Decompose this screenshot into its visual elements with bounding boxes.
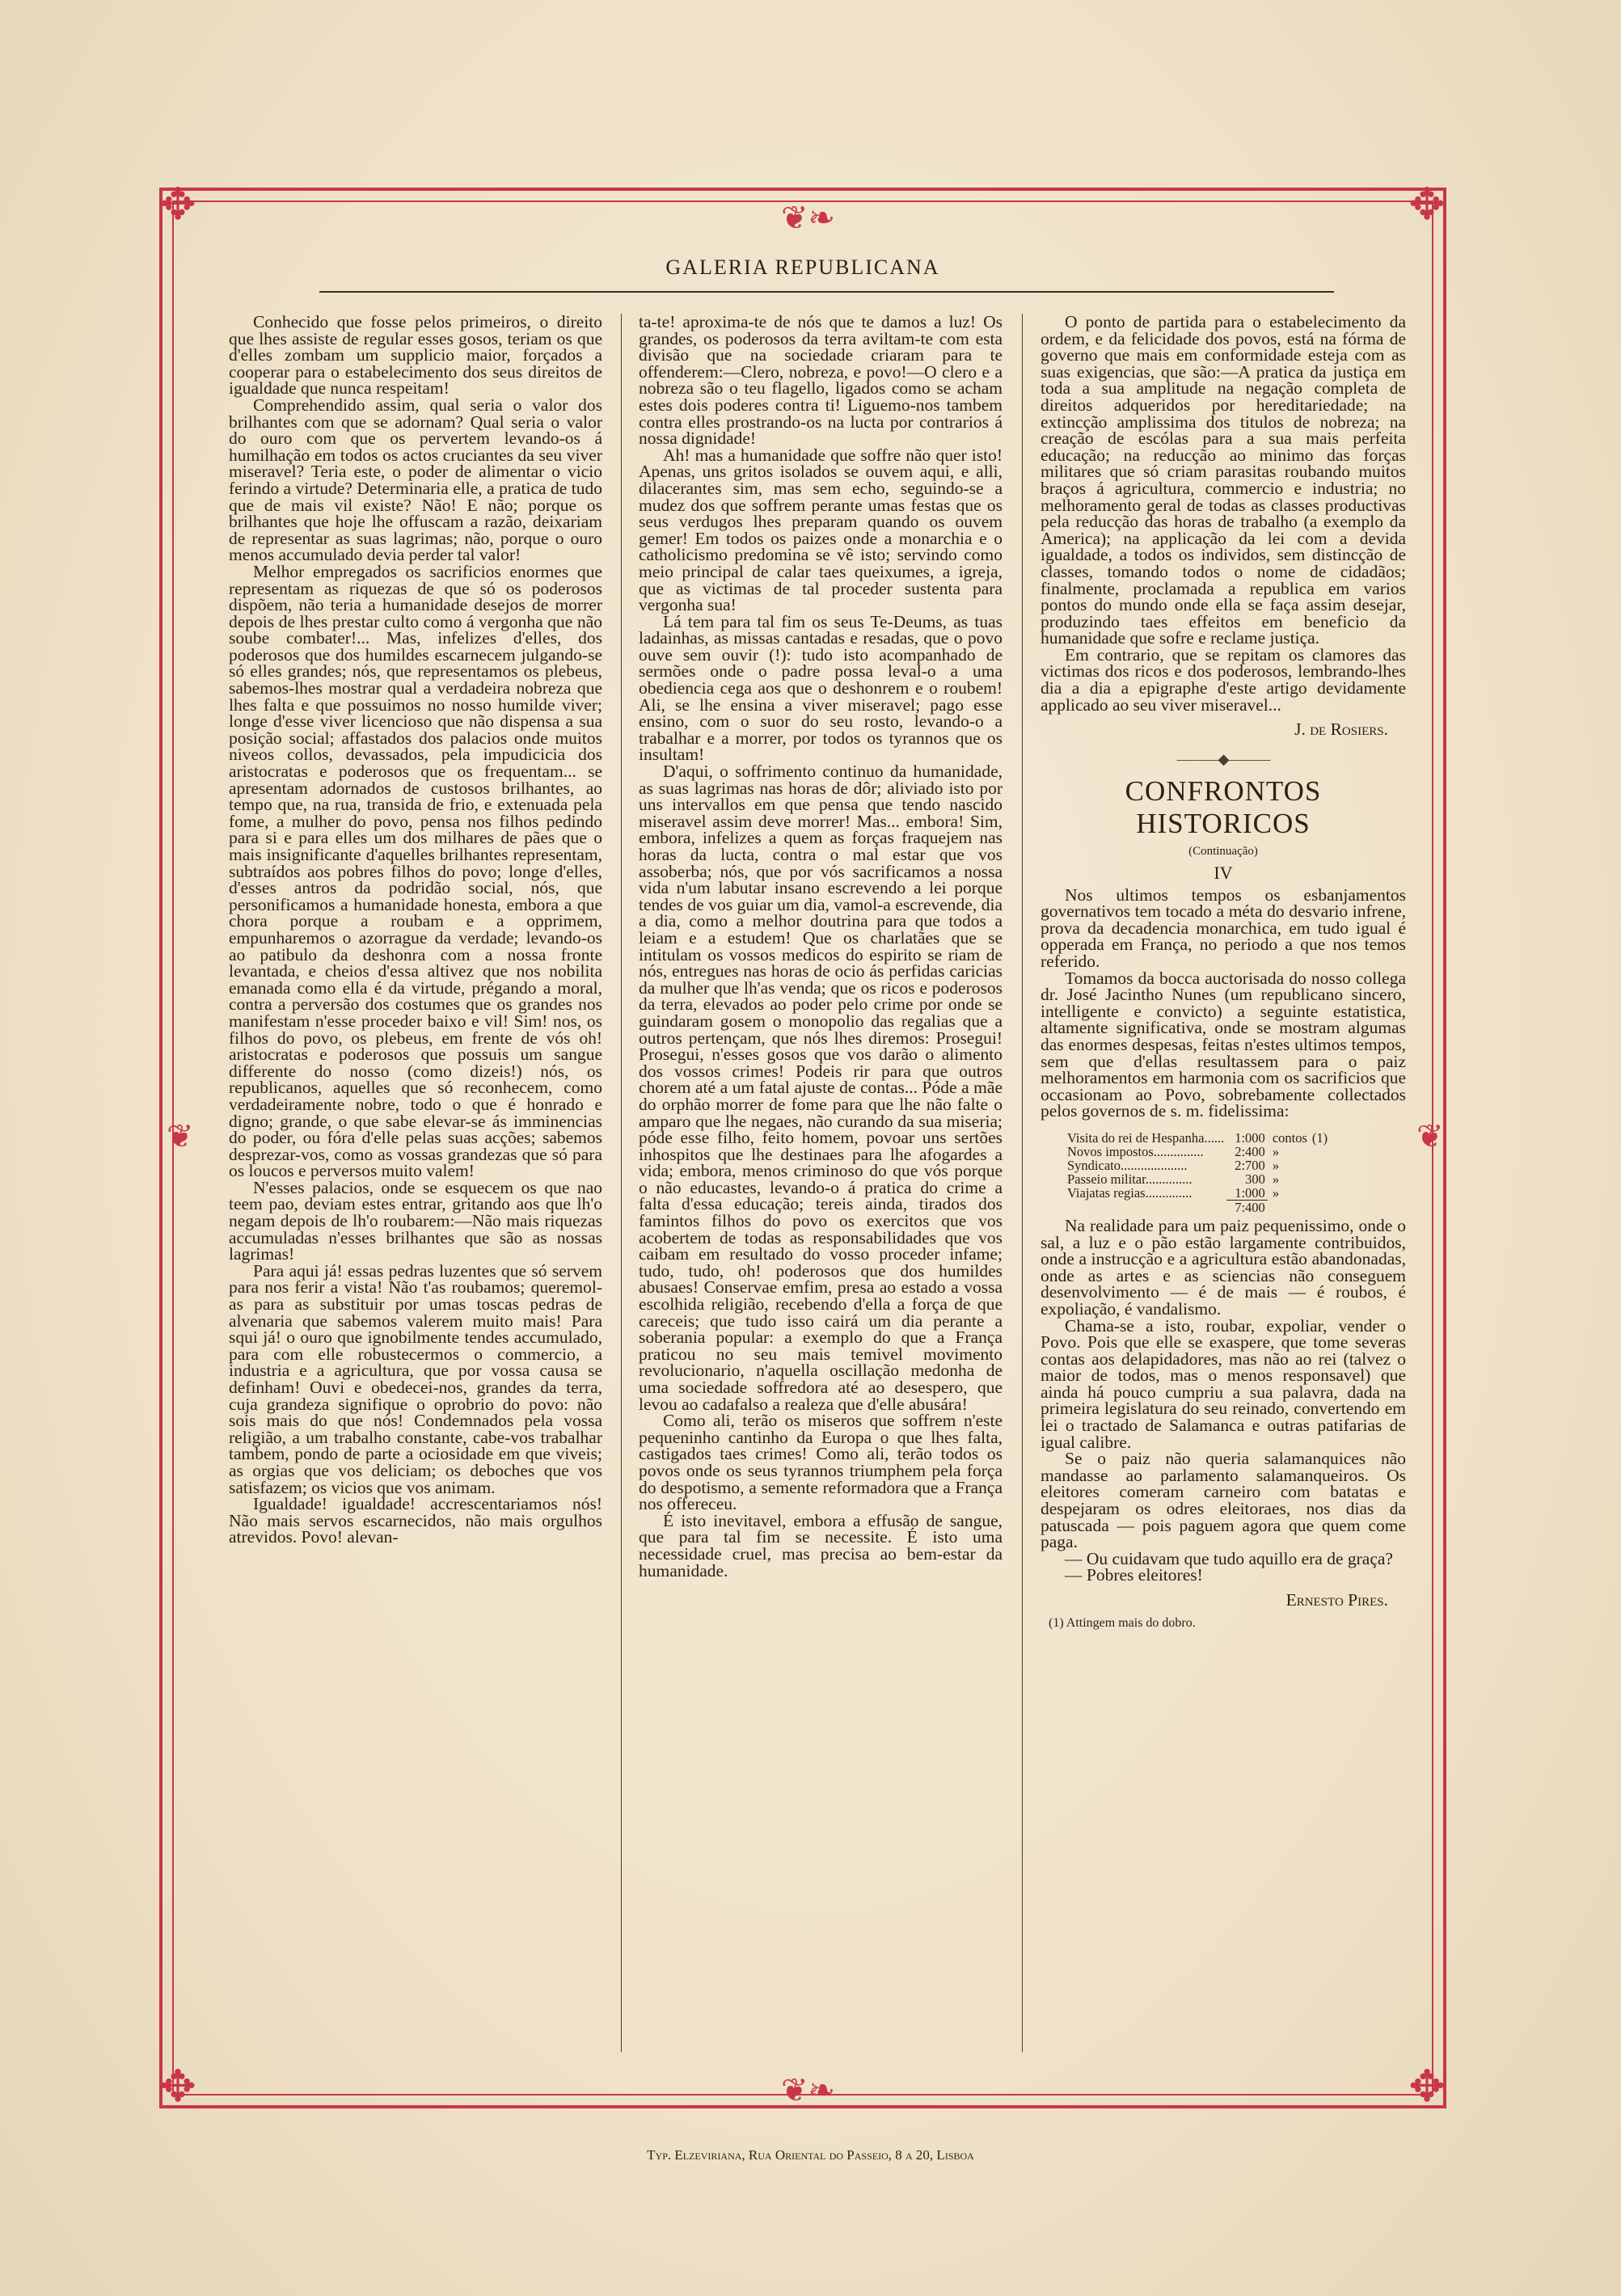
table-row [1065,1172,1330,1186]
bottom-center-ornament: ❦❧ [781,2072,836,2109]
paragraph: Chama-se a isto, roubar, expoliar, vender o Povo. Pois que elle se exaspere, que tome severas contas aos delapidadores, mas não ao rei (talvez o maior de todos, mas o menos responsavel) que ainda há pouco cumpriu a sua palavra, dada na primeira legislatura do seu reinado, convertendo em lei o tractado de Salamanca e outras patifarias de igual calibre. [1041,1315,1406,1452]
table-cell-value: 1:000 [1235,1129,1265,1146]
table-cell-unit: contos [1272,1129,1307,1146]
table-row [1065,1159,1330,1172]
table-cell-unit: » [1272,1157,1280,1173]
header-rule [319,291,1334,293]
paragraph: Comprehendido assim, qual seria o valor dos brilhantes com que se adornam? Qual seria o valor do ouro com que os pervertem levando-os á humilhação em todos os actos cruciantes da seu viver miseravel? Teria este, o poder de alimentar o vicio ferindo a virtude? Determinaria elle, a pratica de tudo que de mais vil existe? Não! E não; porque os brilhantes que hoje lhe offuscam a razão, deixariam de representar as suas lagrimas; não, porque o ouro menos accumulado devia perder tal valor! [229,395,602,565]
paragraph: Lá tem para tal fim os seus Te-Deums, as tuas ladainhas, as missas cantadas e resadas, que o povo ouve sem ouvir (!): tudo isto acompanhado de sermões onde o padre possa leval-o a uma obediencia cega aos que o deshonrem e o roubem! Ali, se lhe ensina a viver miseravel; pago esse ensino, com o suor do seu rosto, levando-o a trabalhar e a morrer, por todos os tyrannos que os insultam! [639,611,1003,765]
table-cell-note [1310,1186,1330,1201]
table-cell-label: Novos impostos............... [1067,1143,1204,1159]
paragraph: Para aqui já! essas pedras luzentes que só servem para nos ferir a vista! Não t'as roubamos; queremol-as para as substituir por umas toscas pedras de alvenaria que sabemos valerem muito mais! Para squi já! o ouro que ignobilmente tendes accumulado, para com elle robustecermos o commercio, a industria e a agricultura, que por vossa causa se definham! Ouvi e obedecei-nos, grandes da terra, cuja grandeza signifique o oprobrio do povo: não sois mais do que nós! Condemnados pela vossa religião, a um trabalho constante, cabe-vos trabalhar tambem, pondo de parte a ociosidade em que viveis; as orgias que vos deliciam; os deboches que vos satisfazem; os vicios que vos animam. [229,1260,602,1497]
text-column-3 [1041,314,1406,1631]
paragraph: Tomamos da bocca auctorisada do nosso collega dr. José Jacintho Nunes (um republicano sincero, intelligente e convicto) a seguinte estatistica, altamente significativa, onde se mostram algumas das enormes despesas, feitas n'estes ultimos tempos, sem que d'ellas resultassem para o paiz melhoramentos em harmonia com os sacrificios que occasionam ao Povo, sobrebamente collectados pelos governos de s. m. fidelissima: [1041,968,1406,1121]
paragraph: ta-te! aproxima-te de nós que te damos a luz! Os grandes, os poderosos da terra aviltam-te com esta divisão que na sociedade criaram para te offenderem:—Clero, nobreza, e povo!—O clero e a nobreza são o teu flagello, ligados como se acham estes dois poderes contra ti! Liguemo-nos tambem contra elles prostrando-os na lucta por contrarios á nossa dignidade! [639,312,1003,449]
table-total-row [1065,1200,1330,1214]
table-cell-note [1310,1172,1330,1186]
corner-ornament-bottom-right: ✥ [1408,2061,1446,2112]
paragraph: O ponto de partida para o estabelecimento da ordem, e da felicidade dos povos, está na fórma de governo que mais em conformidade esteja com as suas exigencias, que são:—A pratica da justiça em toda a sua amplitude na negação completa de direitos adqueridos por hereditariedade; na extincção amplissima dos titulos de nobreza; na creação de escólas para a sua mais perfeita educação; na reducção ao minimo das forças militares que só criam parasitas roubando muitos braços á agricultura, commercio e industria; no melhoramento geral de todas as classes productivas pela reducção das horas de trabalho (a exemplo da America); na applicação da lei com a devida igualdade, a todos os individos, sem distincção de classes, tomando todos o nome de cidadãos; finalmente, proclamada a republica em varios pontos do mundo onde ella se faça assim desejar, produzindo taes effeitos em beneficio da humanidade que sofre e reclame justiça. [1041,312,1406,648]
table-cell-note [1310,1159,1330,1172]
table-cell-label: Syndicato.................... [1067,1157,1188,1173]
corner-ornament-bottom-left: ✥ [159,2061,196,2112]
page-header-title: GALERIA REPUBLICANA [665,255,940,279]
column-divider-2 [1022,314,1023,2052]
paragraph: — Ou cuidavam que tudo aquillo era de graça? [1065,1548,1393,1568]
footnote: (1) Attingem mais do dobro. [1049,1615,1196,1630]
corner-ornament-top-left: ✥ [159,179,196,230]
table-row [1065,1131,1330,1145]
author-signature: Ernesto Pires. [1285,1590,1388,1610]
section-divider-ornament: ———◆——— [1176,750,1270,767]
table-cell-value: 2:700 [1235,1157,1265,1173]
corner-ornament-top-right: ✥ [1408,179,1446,230]
paragraph: É isto inevitavel, embora a effusão de sangue, que para tal fim se necessite. É isto uma necessidade cruel, mas precisa ao bem-estar da humanidade. [639,1510,1003,1581]
paragraph: D'aqui, o soffrimento continuo da humanidade, as suas lagrimas nas horas de dôr; aliviado isto por uns intervallos em que pensa que tendo nascido miseravel assim deve morrer! Mas... embora! Sim, embora, infelizes a quem as forças fraquejem nas horas da lucta, contra o mal estar que vos assoberba; nós, que por vós sacrificamos a nossa vida n'um labutar insano escrevendo a lei porque tendes de vos guiar um dia, vamol-a escrevende, dia a dia, como a melhor doutrina para que todos a leiam e a estudem! Que os charlatães que se intitulam os vossos medicos do espirito se riam de nós, entregues nas horas de ocio ás perfidas caricias da mulher que lh'as venda; que os ricos e poderosos da terra, elevados ao poder pelo crime por onde se guindaram gosem o monopolio das regalias que a outros pertençam, que nós lhes diremos: Prosegui! Prosegui, n'esses gosos que vos darão o alimento dos vossos crimes! Podeis rir para que outros chorem até a um fatal ajuste de contas... Póde a mãe do orphão morrer de fome para que lhe não falte o amparo que lhe negaes, não curando da sua miseria; póde esse filho, feito homem, povoar uns sertões inhospitos que lhe destinaes para lhe afogardes a vida; embora, menos criminoso do que vós porque o não educastes, levando-o á pratica do crime a falta d'essa educação; tereis ainda, tirados dos famintos filhos do povo os exercitos que vos acobertem de todas as responsabilidades que vos caibam em resultado do vosso proceder infame; tudo, tudo, oh! poderosos que dos humildes abusaes! Conservae emfim, presa ao estado a vossa escolhida religião, recebendo d'ella a força de que careceis; que tudo isso cairá um dia perante a soberania popular: a exemplo do que a França praticou no seu mais temivel movimento revolucionario, n'aquella oscillação medonha de uma sociedade soffredora até ao desespero, que levou ao cadafalso a realeza que d'elle abusára! [639,762,1003,1414]
table-total-value: 7:400 [1226,1200,1268,1214]
column-divider-1 [621,314,622,2052]
paragraph: N'esses palacios, onde se esquecem os que nao teem pao, deviam estes entrar, gritando aos que lh'o negam depois de lh'o roubarem:—Não mais riquezas accumuladas n'esses brilhantes que são as nossas lagrimas! [229,1177,602,1264]
text-column-2 [639,314,1003,1579]
top-center-ornament: ❦❧ [781,200,836,237]
table-cell-note: (1) [1311,1129,1328,1146]
paragraph: Na realidade para um paiz pequenissimo, onde o sal, a luz e o pão estão largamente contribuidos, onde a instrucção e a agricultura estão abandonadas, onde as artes e as sciencias não conseguem desenvolvimento — é de mais — é roubos, é expoliação, é vandalismo. [1041,1215,1406,1319]
table-cell-value: 300 [1245,1171,1265,1187]
paragraph: — Pobres eleitores! [1065,1565,1203,1585]
table-cell-value: 2:400 [1235,1143,1265,1159]
table-row [1065,1145,1330,1159]
paragraph: Conhecido que fosse pelos primeiros, o direito que lhes assiste de regular esses gosos, teriam os que d'elles zombam um supplicio maior, forçados a cooperar para o estabelecimento dos seus direitos de igualdade que nunca respeitam! [229,312,602,399]
paragraph: Como ali, terão os miseros que soffrem n'este pequeninho cantinho da Europa o que lhes falta, castigados taes crimes! Como ali, terão todos os povos onde os seus tyrannos triumphem pela força do despotismo, a semente reformadora que a França nos offereceu. [639,1411,1003,1514]
paragraph: Em contrario, que se repitam os clamores das victimas dos ricos e dos poderosos, lembrando-lhes dia a dia a epigraphe d'este artigo devidamente applicado ao seu viver miseravel... [1041,644,1406,715]
article-number: IV [1214,863,1233,884]
right-side-ornament: ❦ [1416,1118,1444,1155]
left-side-ornament: ❦ [167,1118,194,1155]
table-cell-note [1310,1145,1330,1159]
table-cell-unit: » [1272,1185,1280,1201]
expenses-table [1065,1131,1330,1214]
table-cell-label: Viajatas regias.............. [1067,1185,1193,1201]
paragraph: Melhor empregados os sacrificios enormes que representam as riquezas de que só os poderosos dispõem, não teria a humanidade desejos de morrer depois de lhes prestar culto como á vergonha que não soube combater!... Mas, infelizes d'elles, dos poderosos que dos humildes escarnecem julgando-se só elles grandes; nós, que representamos os plebeus, sabemos-lhes mostrar qual a verdadeira nobreza que lhes falta e que possuimos no nosso humilde viver; longe d'esse viver licencioso que não dispensa a sua posição social; affastados dos palacios onde muitos niveos collos, devassados, pela impudicicia dos aristocratas e poderosos que os frequentam... se apresentam adornados de custosos brilhantes, ao tempo que, na rua, transida de frio, e extenuada pela fome, a mulher do povo, pensa nos filhos pedindo para si e para elles um dos milhares de pães que o mais insignificante d'aquelles brilhantes representam, subtraídos aos pobres filhos do povo; longe d'elles, d'esses antros da podridão social, nós, que personificamos a humanidade honesta, embora a que chora porque a roubam e a opprimem, empunharemos o azorrague da verdade; levando-os ao patibulo da deshonra com a nossa fronte levantada, e cheios d'essa altivez que nos nobilita emanada como ella é da virtude, prégando a moral, contra a perversão dos costumes que os grandes nos manifestam n'esse proceder baixo e vil! Sim! nos, os filhos do povo, os plebeus, em frente de vós oh! aristocratas e poderosos que possuis um sangue differente do nosso (como dizeis!) nós, os republicanos, aquelles que só reconhecem, como verdadeiramente nobre, todo o que é honrado e digno; grande, o que sabe elevar-se ás imminencias do poder, ou fóra d'elle pelas suas acções; sabemos desprezar-vos, como as vossas grandezas que só para os loucos e perversos muito valem! [229,561,602,1181]
table-row [1065,1186,1330,1201]
paragraph: Se o paiz não queria salamanquices não mandasse ao parlamento salamanqueiros. Os eleitores comeram carneiro com batatas e despejaram os odres eleitoraes, nos dias da patuscada — pois paguem agora que quem come paga. [1041,1449,1406,1552]
article-title: CONFRONTOS HISTORICOS [1125,775,1322,840]
author-signature: J. de Rosiers. [1294,720,1388,740]
table-cell-label: Visita do rei de Hespanha...... [1067,1129,1225,1146]
table-cell-unit: » [1272,1143,1280,1159]
table-cell-label: Passeio militar.............. [1067,1171,1193,1187]
article-subtitle: (Continuação) [1188,845,1258,859]
paragraph: Nos ultimos tempos os esbanjamentos governativos tem tocado a méta do desvario infrene, prova da decadencia monarchica, em tudo igual é opperada em França, no periodo a que nos temos referido. [1041,884,1406,971]
table-cell-unit: » [1272,1171,1280,1187]
text-column-1 [229,314,602,1546]
table-cell-value: 1:000 [1235,1184,1265,1201]
paragraph: Igualdade! igualdade! accrescentariamos nós! Não mais servos escarnecidos, não mais orgulhos atrevidos. Povo! alevan- [229,1494,602,1547]
printer-imprint: Typ. Elzeviriana, Rua Oriental do Passeio, 8 a 20, Lisboa [647,2147,974,2163]
paragraph: Ah! mas a humanidade que soffre não quer isto! Apenas, uns gritos isolados se ouvem aqui, e alli, dilacerantes sim, mas sem echo, seguindo-se a mudez dos que soffrem perante umas festas que os seus verdugos lhes preparam quando os ouvem gemer! Em todos os paizes onde a monarchia e o catholicismo predomina se vê isto; servindo como meio principal de calar taes queixumes, a igreja, que as victimas de tal proceder sustenta para vergonha sua! [639,445,1003,615]
